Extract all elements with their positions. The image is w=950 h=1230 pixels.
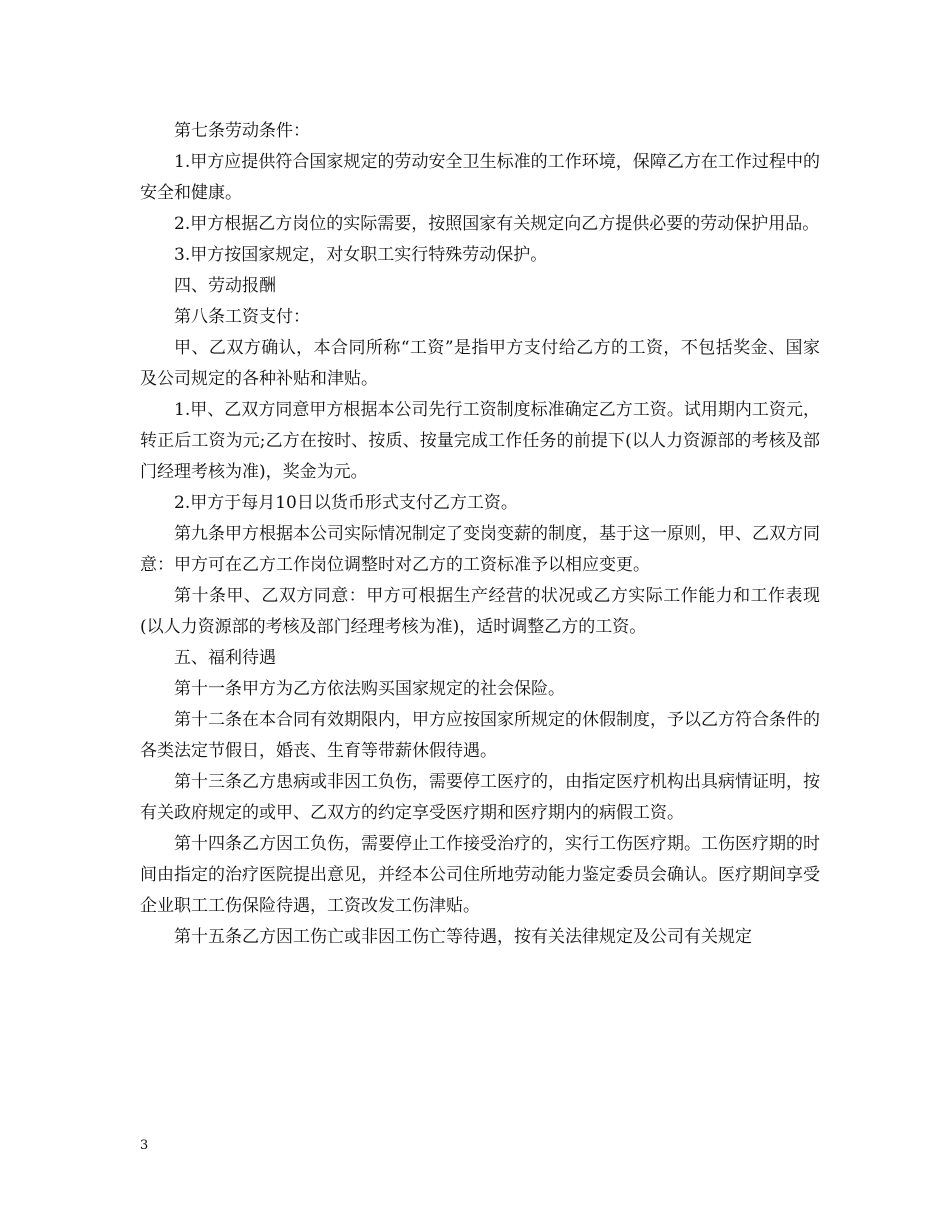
paragraph: 第十二条在本合同有效期限内，甲方应按国家所规定的休假制度，予以乙方符合条件的各类法定节假日，婚丧、生育等带薪休假待遇。 <box>140 710 820 761</box>
paragraph: 第十三条乙方患病或非因工负伤，需要停工医疗的，由指定医疗机构出具病情证明，按有关政府规定的或甲、乙双方的约定享受医疗期和医疗期内的病假工资。 <box>140 772 820 823</box>
paragraph: 第十一条甲方为乙方依法购买国家规定的社会保险。 <box>174 679 565 699</box>
paragraph: 甲、乙双方确认，本合同所称“工资”是指甲方支付给乙方的工资，不包括奖金、国家及公司规定的各种补贴和津贴。 <box>140 338 820 389</box>
clause-heading-article-7: 第七条劳动条件： <box>174 121 310 141</box>
section-heading-benefits: 五、福利待遇 <box>174 648 276 668</box>
section-heading-compensation: 四、劳动报酬 <box>174 276 276 296</box>
paragraph: 1.甲、乙双方同意甲方根据本公司先行工资制度标准确定乙方工资。试用期内工资元，转正后工资为元;乙方在按时、按质、按量完成工作任务的前提下(以人力资源部的考核及部门经理考核为准)，奖金为元。 <box>140 400 820 482</box>
paragraph: 1.甲方应提供符合国家规定的劳动安全卫生标准的工作环境，保障乙方在工作过程中的安全和健康。 <box>140 152 820 203</box>
paragraph: 第十四条乙方因工负伤，需要停止工作接受治疗的，实行工伤医疗期。工伤医疗期的时间由指定的治疗医院提出意见，并经本公司住所地劳动能力鉴定委员会确认。医疗期间享受企业职工工伤保险待遇，工资改发工伤津贴。 <box>140 834 820 916</box>
document-body <box>140 116 820 953</box>
clause-heading-article-8: 第八条工资支付： <box>174 307 310 327</box>
paragraph: 第九条甲方根据本公司实际情况制定了变岗变薪的制度，基于这一原则，甲、乙双方同意：甲方可在乙方工作岗位调整时对乙方的工资标准予以相应变更。 <box>140 524 820 575</box>
paragraph: 2.甲方于每月10日以货币形式支付乙方工资。 <box>174 493 518 513</box>
paragraph: 2.甲方根据乙方岗位的实际需要，按照国家有关规定向乙方提供必要的劳动保护用品。 <box>174 214 820 234</box>
paragraph: 第十条甲、乙双方同意：甲方可根据生产经营的状况或乙方实际工作能力和工作表现(以人力资源部的考核及部门经理考核为准)，适时调整乙方的工资。 <box>140 586 820 637</box>
paragraph: 第十五条乙方因工伤亡或非因工伤亡等待遇，按有关法律规定及公司有关规定 <box>174 927 752 947</box>
page-number: 3 <box>140 1138 149 1153</box>
paragraph: 3.甲方按国家规定，对女职工实行特殊劳动保护。 <box>174 245 548 265</box>
